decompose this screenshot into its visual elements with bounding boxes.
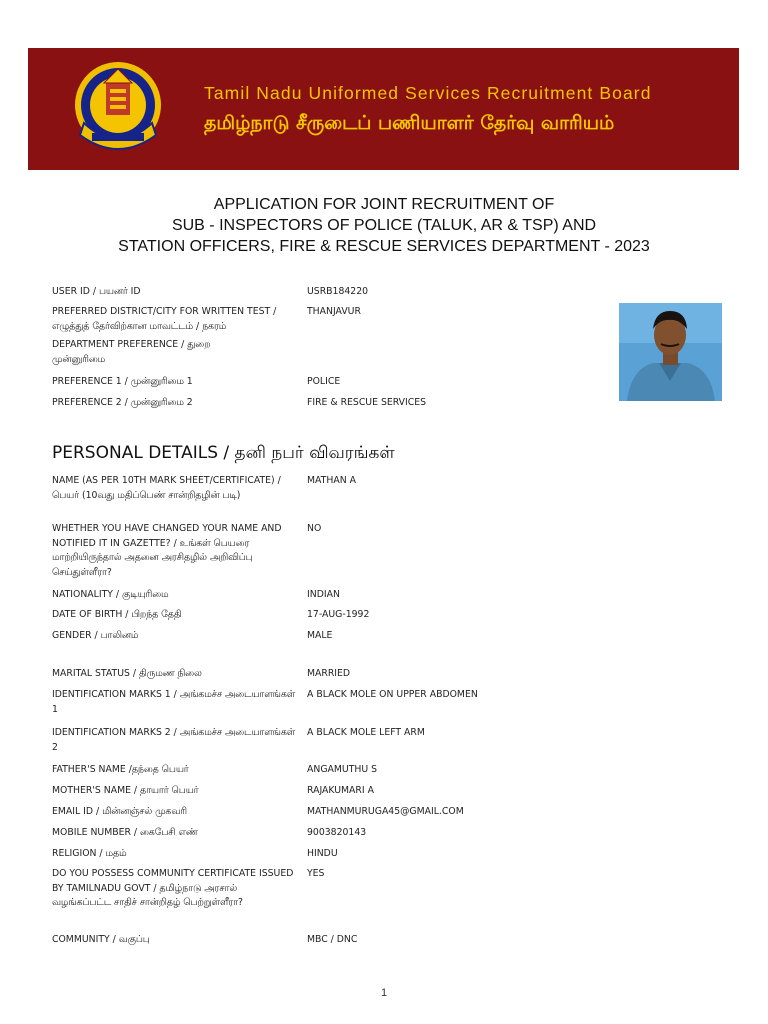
field-value: MARRIED <box>307 668 351 679</box>
field-label: DEPARTMENT PREFERENCE / துறை முன்னுரிமை <box>52 339 211 365</box>
application-title-line-2: SUB - INSPECTORS OF POLICE (TALUK, AR & TSP) AND <box>171 217 597 234</box>
field-value: YES <box>307 868 325 879</box>
field-value: A BLACK MOLE LEFT ARM <box>307 727 425 738</box>
applicant-photo-icon <box>619 303 722 401</box>
field-label: DATE OF BIRTH / பிறந்த தேதி <box>52 609 182 620</box>
field-value: ANGAMUTHU S <box>307 764 378 775</box>
field-label: PREFERENCE 1 / முன்னுரிமை 1 <box>52 376 193 387</box>
field-value: MATHAN A <box>307 475 356 486</box>
field-label: PREFERENCE 2 / முன்னுரிமை 2 <box>52 397 193 408</box>
org-name-english: Tamil Nadu Uniformed Services Recruitment Board <box>204 83 652 103</box>
field-value: 9003820143 <box>307 827 367 838</box>
field-value: THANJAVUR <box>307 306 361 317</box>
field-label: IDENTIFICATION MARKS 1 / அங்கமச்ச அடையாளங்கள் 1 <box>52 689 296 715</box>
field-label: GENDER / பாலினம் <box>52 630 139 641</box>
field-label: RELIGION / மதம் <box>52 848 127 859</box>
field-value: MBC / DNC <box>307 934 358 945</box>
field-label: NAME (AS PER 10TH MARK SHEET/CERTIFICATE) / பெயர் (10வது மதிப்பெண் சான்றிதழின் படி) <box>52 475 281 501</box>
field-value: A BLACK MOLE ON UPPER ABDOMEN <box>307 689 478 700</box>
field-value: NO <box>307 523 322 534</box>
page-number: 1 <box>380 987 388 999</box>
field-label: USER ID / பயனர் ID <box>52 286 141 297</box>
field-value: MATHANMURUGA45@GMAIL.COM <box>307 806 464 817</box>
field-value: 17-AUG-1992 <box>307 609 370 620</box>
application-title-line-1: APPLICATION FOR JOINT RECRUITMENT OF <box>213 196 555 213</box>
field-label: COMMUNITY / வகுப்பு <box>52 934 150 945</box>
field-value: INDIAN <box>307 589 340 600</box>
field-value: RAJAKUMARI A <box>307 785 374 796</box>
field-label: MOTHER'S NAME / தாயார் பெயர் <box>52 785 199 796</box>
tnusrb-emblem-icon <box>70 59 166 157</box>
field-value: MALE <box>307 630 333 641</box>
field-label: MARITAL STATUS / திருமண நிலை <box>52 668 202 679</box>
field-label: IDENTIFICATION MARKS 2 / அங்கமச்ச அடையாளங்கள் 2 <box>52 727 296 753</box>
field-label: DO YOU POSSESS COMMUNITY CERTIFICATE ISSUED BY TAMILNADU GOVT / தமிழ்நாடு அரசால் வழங்கப்பட்ட சாதிச் சான்றிதழ் பெற்றுள்ளீரா? <box>52 868 294 908</box>
field-label: EMAIL ID / மின்னஞ்சல் முகவரி <box>52 806 187 817</box>
application-title-line-3: STATION OFFICERS, FIRE & RESCUE SERVICES DEPARTMENT - 2023 <box>118 238 650 255</box>
field-value: POLICE <box>307 376 341 387</box>
section-title-personal-details: PERSONAL DETAILS / தனி நபர் விவரங்கள் <box>52 443 395 463</box>
field-label: WHETHER YOU HAVE CHANGED YOUR NAME AND NOTIFIED IT IN GAZETTE? / உங்கள் பெயரை மாற்றியிருந்தால் அதனை அரசிதழில் அறிவிப்பு செய்துள்ளீரா? <box>52 523 282 578</box>
field-label: FATHER'S NAME /தந்தை பெயர் <box>52 764 189 775</box>
field-label: NATIONALITY / குடியுரிமை <box>52 589 169 600</box>
org-name-tamil: தமிழ்நாடு சீருடைப் பணியாளர் தேர்வு வாரியம் <box>204 112 615 134</box>
field-label: PREFERRED DISTRICT/CITY FOR WRITTEN TEST / எழுத்துத் தேர்விற்கான மாவட்டம் / நகரம் <box>52 306 277 332</box>
field-value: FIRE & RESCUE SERVICES <box>307 397 427 408</box>
header-banner <box>28 48 739 170</box>
field-value: HINDU <box>307 848 338 859</box>
field-value: USRB184220 <box>307 286 369 297</box>
field-label: MOBILE NUMBER / கைபேசி எண் <box>52 827 198 838</box>
